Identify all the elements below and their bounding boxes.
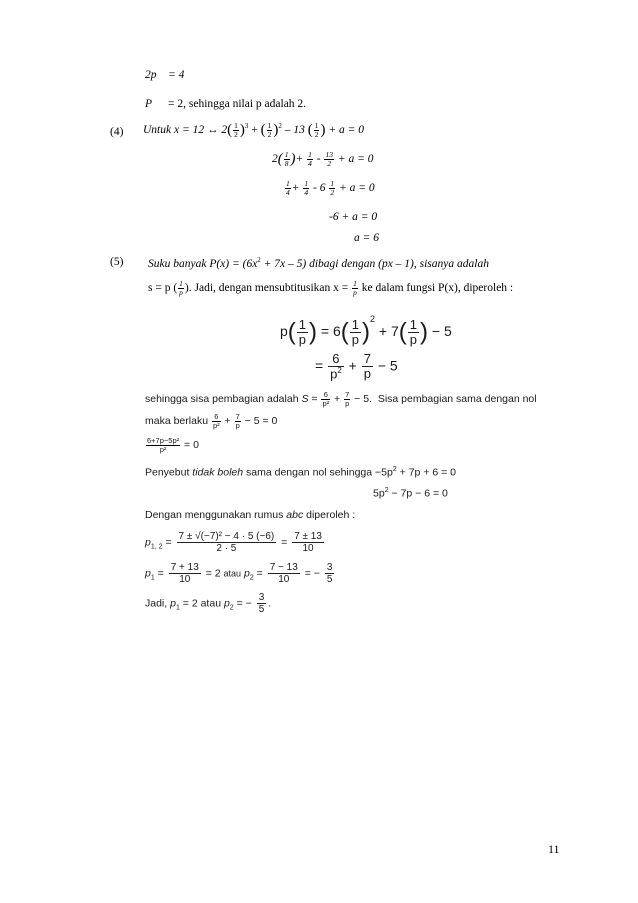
remainder-sentence: sehingga sisa pembagian adalah S = $\frac{6}{\text{p²}}$ + $\frac{7}{p}$ − 5. Sisa pembagian sama dengan nol — [145, 390, 537, 408]
eq-p-simplified: = $\frac{6}{p^2}$ + $\frac{7}{p}$ − 5 — [315, 351, 398, 382]
eq-p-lhs: P — [145, 98, 153, 110]
page-number: 11 — [548, 842, 560, 856]
denominator-sentence: Penyebut tidak boleh sama dengan nol sehingga $-5p^2 + 7p + 6 = 0$ — [145, 466, 457, 479]
item-4-step-3: -6 + a = 0 — [329, 211, 378, 223]
then-equation: maka berlaku $\frac{6}{\text{p²}}$ + $\frac{7}{p}$ − 5 = 0 — [145, 412, 278, 430]
item-4-number: (4) — [110, 126, 124, 138]
eq-p-rhs: = 2, sehingga nilai p adalah 2. — [168, 98, 307, 110]
eq-p-substitution: p( $\frac{1}{p}$ ) = 6( $\frac{1}{p}$ )$^2$ + 7( $\frac{1}{p}$ ) − 5 — [280, 314, 452, 347]
abc-formula-line: $p_{1, 2}$ = $\frac{\text{7 ± √(−7)² − 4 · 5 (−6)}}{2 \cdot 5}$ = $\frac{7 \pm 13}{10}$ — [145, 531, 322, 554]
item-4-equation: Untuk x = 12 ↔ 2( $\frac{1}{2}$ )$^3$ + ( $\frac{1}{2}$ )$^2$ – 13 ( $\frac{1}{2}$ ) + a = 0 — [143, 121, 364, 139]
quadratic-equation: $5p^2 - 7p - 6 = 0$ — [373, 487, 448, 500]
conclusion-line: Jadi, $p_1 = 2$ atau $p_2$ = − $\frac{3}{5}$ . — [145, 592, 272, 615]
eq-2p-lhs: 2p — [145, 69, 157, 81]
item-5-line-2: s = p ( $\frac{1}{p}$ ). Jadi, dengan mensubtitusikan x = $\frac{1}{p}$ ke dalam fungsi P(x), diperoleh : — [148, 279, 514, 297]
item-5-line-1: Suku banyak $P(x) = (6x^2 + 7x - 5)$ dibagi dengan (px – 1), sisanya adalah — [148, 256, 489, 270]
item-4-step-4: a = 6 — [354, 232, 380, 244]
combined-fraction: $\frac{\text{6+7p−5p²}}{\text{p²}}$ = 0 — [147, 436, 199, 454]
roots-line: $p_1$ = $\frac{7 + 13}{10}$ = 2 atau $p_2$ = $\frac{7 - 13}{10}$ = − $\frac{3}{5}$ — [145, 562, 333, 585]
item-5-number: (5) — [110, 256, 124, 268]
eq-2p-rhs: = 4 — [168, 69, 185, 81]
abc-formula-sentence: Dengan menggunakan rumus abc diperoleh : — [145, 509, 356, 521]
item-4-step-2: $\frac{1}{4}$ + $\frac{1}{4}$ - 6 $\frac{1}{2}$ + a = 0 — [286, 179, 375, 197]
item-4-step-1: 2( $\frac{1}{8}$ )+ $\frac{1}{4}$ - $\frac{13}{2}$ + a = 0 — [272, 150, 374, 168]
